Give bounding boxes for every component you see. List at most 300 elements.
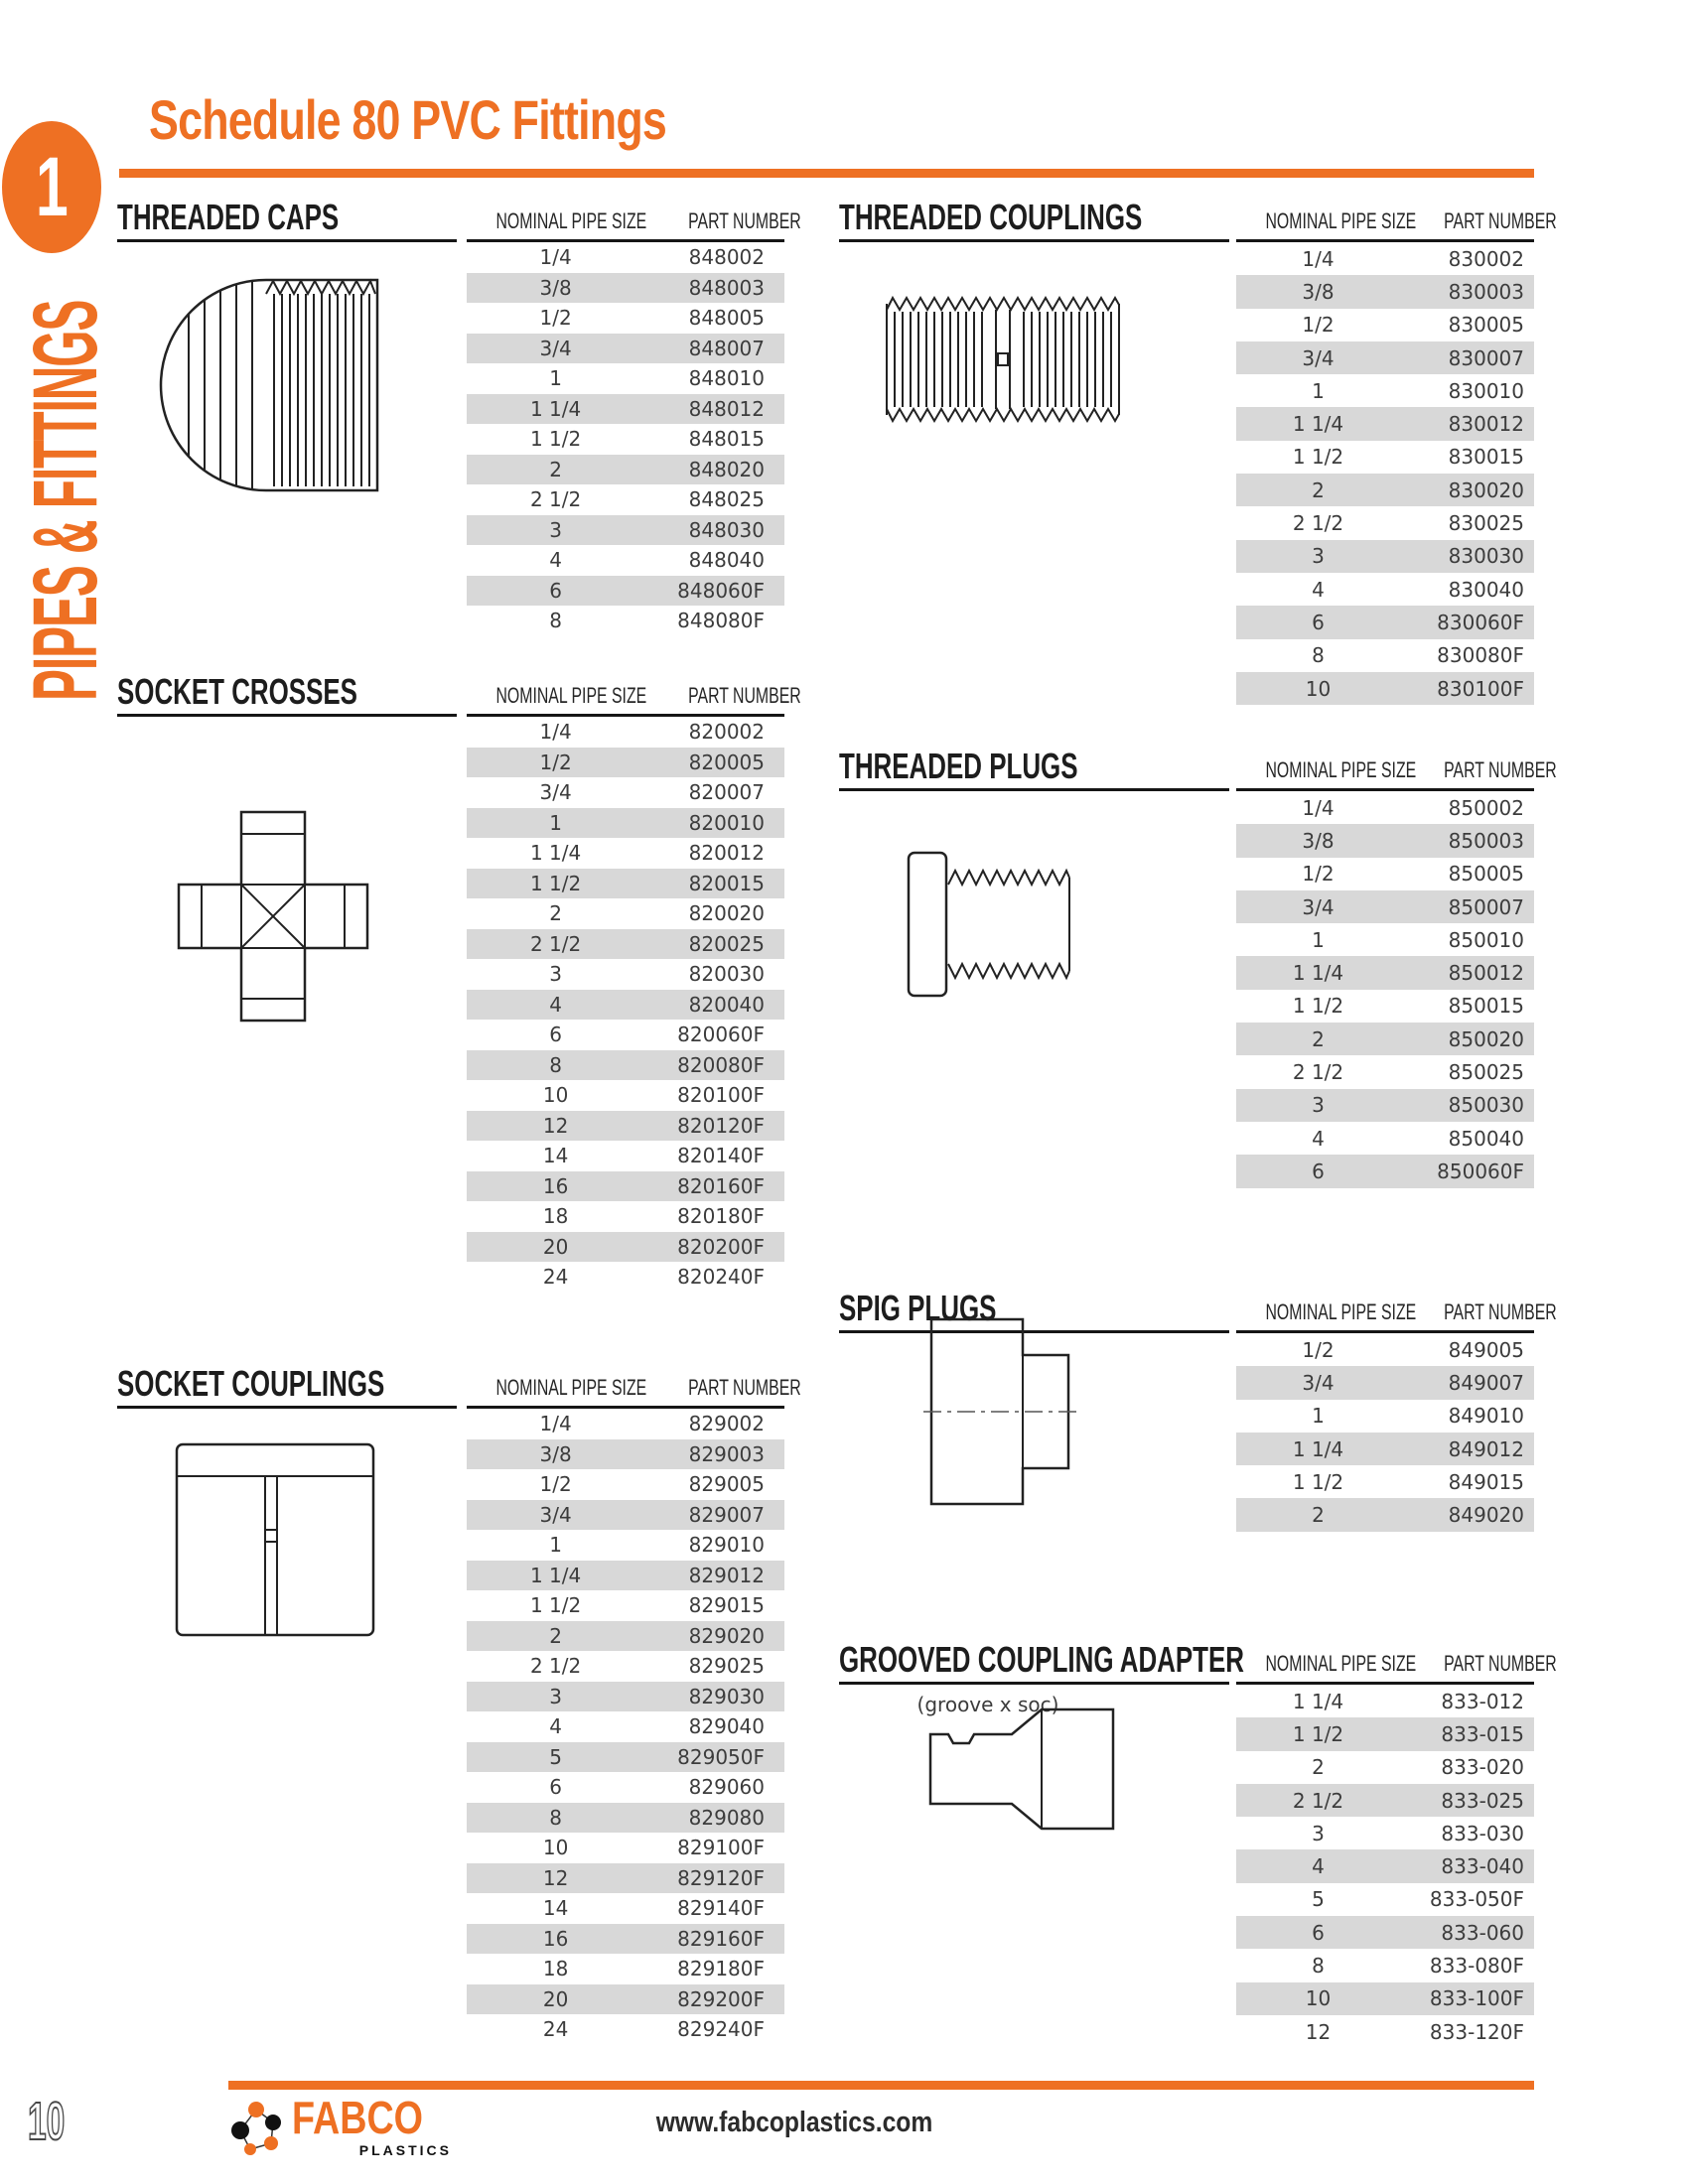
section-title: THREADED PLUGS	[839, 746, 1078, 786]
nominal-pipe-size: 3	[1312, 1821, 1325, 1845]
nominal-pipe-size: 3	[549, 962, 562, 987]
part-number: 830040	[1448, 577, 1524, 602]
part-number: 850010	[1448, 927, 1524, 952]
part-number: 820005	[688, 750, 765, 774]
nominal-pipe-size: 8	[549, 1052, 562, 1077]
column-header-size: NOMINAL PIPE SIZE	[495, 683, 647, 708]
nominal-pipe-size: 24	[542, 1265, 569, 1290]
nominal-pipe-size: 1	[1312, 927, 1325, 952]
table-header	[467, 1365, 801, 1409]
table-row	[1236, 1366, 1534, 1399]
table-row	[1236, 374, 1534, 407]
nominal-pipe-size: 14	[542, 1144, 569, 1168]
nominal-pipe-size: 1	[1312, 378, 1325, 403]
table-row	[1236, 1122, 1534, 1155]
part-number: 850025	[1448, 1060, 1524, 1085]
nominal-pipe-size: 1 1/4	[529, 1563, 582, 1587]
table-row	[467, 990, 784, 1021]
nominal-pipe-size: 12	[542, 1865, 569, 1890]
part-number: 830007	[1448, 345, 1524, 370]
table-row	[467, 2014, 784, 2045]
nominal-pipe-size: 12	[1305, 2019, 1332, 2044]
part-number: 830100F	[1437, 676, 1524, 701]
table-row	[467, 606, 784, 636]
part-number: 849010	[1448, 1404, 1524, 1429]
part-number: 833-060	[1441, 1920, 1524, 1945]
table-header	[1236, 748, 1557, 791]
nominal-pipe-size: 3/4	[539, 1502, 572, 1527]
section-title: THREADED CAPS	[117, 197, 340, 237]
part-number: 830015	[1448, 445, 1524, 470]
part-number: 833-012	[1441, 1689, 1524, 1713]
part-number: 829240F	[677, 2017, 765, 2042]
table-row	[467, 334, 784, 364]
part-number: 833-020	[1441, 1755, 1524, 1780]
sidebar-section-label: PIPES & FITTINGS	[15, 300, 116, 701]
part-number: 820060F	[677, 1023, 765, 1047]
table-row	[467, 959, 784, 990]
column-header-part: PART NUMBER	[1444, 208, 1557, 233]
part-number: 829007	[688, 1502, 765, 1527]
part-number: 850030	[1448, 1093, 1524, 1118]
table-row	[467, 1171, 784, 1202]
table-row	[1236, 275, 1534, 308]
part-number: 848003	[688, 275, 765, 300]
nominal-pipe-size: 6	[1312, 610, 1325, 634]
nominal-pipe-size: 6	[549, 1023, 562, 1047]
table-row	[1236, 990, 1534, 1023]
nominal-pipe-size: 4	[1312, 1126, 1325, 1151]
nominal-pipe-size: 12	[542, 1113, 569, 1138]
section-title: GROOVED COUPLING ADAPTER	[839, 1639, 1245, 1680]
table-row	[1236, 540, 1534, 573]
table-row	[1236, 1982, 1534, 2015]
nominal-pipe-size: 6	[549, 1775, 562, 1800]
table-row	[467, 898, 784, 929]
nominal-pipe-size: 4	[549, 548, 562, 573]
part-number: 848025	[688, 487, 765, 512]
part-number: 820007	[688, 780, 765, 805]
chapter-number-badge	[2, 121, 101, 253]
section-threaded-couplings	[839, 197, 1557, 701]
column-header-part: PART NUMBER	[1444, 1651, 1557, 1676]
nominal-pipe-size: 1/2	[539, 750, 572, 774]
part-number: 829003	[688, 1441, 765, 1466]
part-number: 850040	[1448, 1126, 1524, 1151]
threaded-cap-illustration	[149, 270, 387, 498]
nominal-pipe-size: 3	[549, 1684, 562, 1708]
part-number: 833-120F	[1429, 2019, 1524, 2044]
nominal-pipe-size: 1 1/2	[1292, 994, 1344, 1019]
nominal-pipe-size: 3	[1312, 544, 1325, 569]
column-header-size: NOMINAL PIPE SIZE	[1265, 1651, 1417, 1676]
nominal-pipe-size: 6	[1312, 1159, 1325, 1183]
table-row	[467, 929, 784, 960]
table-row	[467, 1469, 784, 1500]
table-header	[467, 673, 801, 717]
nominal-pipe-size: 1/4	[1302, 795, 1335, 820]
footer-rule	[228, 2081, 1534, 2090]
column-header-part: PART NUMBER	[1444, 1299, 1557, 1324]
part-number: 830003	[1448, 279, 1524, 304]
nominal-pipe-size: 1/2	[1302, 313, 1335, 338]
part-number: 850002	[1448, 795, 1524, 820]
part-number: 833-100F	[1429, 1986, 1524, 2011]
nominal-pipe-size: 10	[542, 1083, 569, 1108]
table-row	[467, 1621, 784, 1652]
spig-plugs-table	[1236, 1333, 1534, 1532]
part-number: 829180F	[677, 1957, 765, 1981]
part-number: 830030	[1448, 544, 1524, 569]
table-header	[1236, 1290, 1557, 1333]
table-row	[467, 363, 784, 394]
nominal-pipe-size: 20	[542, 1986, 569, 2011]
table-header	[1236, 1641, 1557, 1685]
nominal-pipe-size: 1/2	[1302, 862, 1335, 887]
part-number: 829060	[688, 1775, 765, 1800]
part-number: 850012	[1448, 961, 1524, 986]
part-number: 850005	[1448, 862, 1524, 887]
nominal-pipe-size: 10	[1305, 676, 1332, 701]
table-row	[1236, 1685, 1534, 1717]
nominal-pipe-size: 1	[549, 1533, 562, 1558]
part-number: 848007	[688, 336, 765, 360]
table-row	[1236, 1498, 1534, 1531]
nominal-pipe-size: 2 1/2	[1292, 1788, 1344, 1813]
nominal-pipe-size: 3/4	[1302, 894, 1335, 919]
nominal-pipe-size: 8	[549, 609, 562, 633]
table-row	[467, 1590, 784, 1621]
part-number: 829050F	[677, 1744, 765, 1769]
table-row	[467, 1232, 784, 1263]
threaded-couplings-table	[1236, 242, 1534, 705]
table-row	[1236, 824, 1534, 857]
table-row	[467, 1954, 784, 1984]
part-number: 820002	[688, 720, 765, 745]
nominal-pipe-size: 2 1/2	[529, 1654, 582, 1679]
nominal-pipe-size: 2	[549, 901, 562, 926]
part-number: 849005	[1448, 1337, 1524, 1362]
table-row	[467, 1020, 784, 1050]
nominal-pipe-size: 1 1/4	[529, 841, 582, 866]
part-number: 820025	[688, 931, 765, 956]
part-number: 850007	[1448, 894, 1524, 919]
nominal-pipe-size: 8	[1312, 1954, 1325, 1979]
table-row	[467, 1050, 784, 1081]
nominal-pipe-size: 3/4	[1302, 1370, 1335, 1395]
table-row	[467, 1772, 784, 1803]
nominal-pipe-size: 5	[1312, 1887, 1325, 1912]
nominal-pipe-size: 1 1/2	[1292, 1469, 1344, 1494]
part-number: 848060F	[677, 578, 765, 603]
website-url: www.fabcoplastics.com	[655, 2107, 933, 2138]
part-number: 848010	[688, 366, 765, 391]
table-row	[1236, 1849, 1534, 1882]
nominal-pipe-size: 3/8	[539, 1441, 572, 1466]
table-row	[467, 545, 784, 576]
nominal-pipe-size: 3/8	[539, 275, 572, 300]
table-row	[1236, 639, 1534, 672]
table-row	[1236, 1717, 1534, 1750]
nominal-pipe-size: 6	[549, 578, 562, 603]
nominal-pipe-size: 2 1/2	[529, 487, 582, 512]
part-number: 829160F	[677, 1926, 765, 1951]
table-row	[467, 455, 784, 485]
table-row	[1236, 1400, 1534, 1433]
nominal-pipe-size: 1 1/4	[1292, 1436, 1344, 1461]
section-title: THREADED COUPLINGS	[839, 197, 1143, 237]
part-number: 830012	[1448, 412, 1524, 437]
nominal-pipe-size: 1/2	[539, 1472, 572, 1497]
table-row	[1236, 309, 1534, 341]
table-row	[467, 1863, 784, 1894]
column-header-size: NOMINAL PIPE SIZE	[495, 1375, 647, 1400]
chapter-number: 1	[35, 140, 69, 233]
table-row	[1236, 1817, 1534, 1849]
nominal-pipe-size: 1 1/2	[1292, 1721, 1344, 1746]
nominal-pipe-size: 3/8	[1302, 279, 1335, 304]
nominal-pipe-size: 2	[549, 457, 562, 481]
part-number: 848002	[688, 245, 765, 270]
part-number: 833-025	[1441, 1788, 1524, 1813]
table-row	[467, 424, 784, 455]
nominal-pipe-size: 4	[1312, 577, 1325, 602]
nominal-pipe-size: 6	[1312, 1920, 1325, 1945]
table-row	[1236, 1465, 1534, 1498]
part-number: 820100F	[677, 1083, 765, 1108]
column-header-size: NOMINAL PIPE SIZE	[495, 208, 647, 233]
table-row	[1236, 242, 1534, 275]
table-row	[467, 1924, 784, 1955]
table-row	[1236, 2015, 1534, 2048]
table-row	[1236, 1089, 1534, 1122]
table-row	[1236, 1333, 1534, 1366]
part-number: 848020	[688, 457, 765, 481]
table-row	[1236, 791, 1534, 824]
table-row	[467, 1803, 784, 1834]
part-number: 820240F	[677, 1265, 765, 1290]
column-header-size: NOMINAL PIPE SIZE	[1265, 757, 1417, 782]
table-row	[467, 1439, 784, 1470]
nominal-pipe-size: 1 1/4	[1292, 1689, 1344, 1713]
nominal-pipe-size: 2	[1312, 478, 1325, 502]
table-row	[1236, 1433, 1534, 1465]
logo-name: FABCO	[292, 2092, 424, 2143]
nominal-pipe-size: 16	[542, 1173, 569, 1198]
part-number: 849015	[1448, 1469, 1524, 1494]
nominal-pipe-size: 14	[542, 1896, 569, 1921]
nominal-pipe-size: 1	[549, 366, 562, 391]
part-number: 833-080F	[1429, 1954, 1524, 1979]
threaded-plugs-table	[1236, 791, 1534, 1188]
part-number: 820040	[688, 992, 765, 1017]
table-row	[467, 1080, 784, 1111]
table-row	[467, 1742, 784, 1773]
section-note: (groove x soc)	[916, 1693, 1059, 1716]
nominal-pipe-size: 2	[1312, 1503, 1325, 1528]
part-number: 829015	[688, 1593, 765, 1618]
socket-coupling-illustration	[169, 1436, 382, 1645]
nominal-pipe-size: 1/4	[1302, 246, 1335, 271]
nominal-pipe-size: 2 1/2	[1292, 511, 1344, 536]
table-row	[1236, 341, 1534, 374]
part-number: 829010	[688, 1533, 765, 1558]
nominal-pipe-size: 3/4	[539, 780, 572, 805]
section-socket-couplings	[117, 1363, 801, 2042]
part-number: 830060F	[1437, 610, 1524, 634]
nominal-pipe-size: 16	[542, 1926, 569, 1951]
table-row	[467, 869, 784, 899]
part-number: 833-030	[1441, 1821, 1524, 1845]
nominal-pipe-size: 1 1/2	[1292, 445, 1344, 470]
socket-couplings-table	[467, 1409, 784, 2045]
nominal-pipe-size: 8	[1312, 643, 1325, 668]
part-number: 848005	[688, 306, 765, 331]
table-row	[467, 273, 784, 304]
section-spig-plugs	[839, 1288, 1557, 1528]
fabco-molecule-icon	[226, 2097, 284, 2162]
grooved-coupling-adapter-table	[1236, 1685, 1534, 2048]
page-title: Schedule 80 PVC Fittings	[149, 88, 667, 151]
nominal-pipe-size: 1	[549, 810, 562, 835]
section-title: SOCKET COUPLINGS	[117, 1363, 385, 1404]
part-number: 848080F	[677, 609, 765, 633]
nominal-pipe-size: 1 1/2	[529, 1593, 582, 1618]
column-header-size: NOMINAL PIPE SIZE	[1265, 1299, 1417, 1324]
section-grooved-coupling-adapter	[839, 1639, 1557, 2044]
part-number: 820012	[688, 841, 765, 866]
table-row	[467, 242, 784, 273]
part-number: 848012	[688, 396, 765, 421]
part-number: 820180F	[677, 1204, 765, 1229]
section-socket-crosses	[117, 671, 801, 1290]
nominal-pipe-size: 20	[542, 1234, 569, 1259]
threaded-coupling-illustration	[879, 284, 1127, 433]
nominal-pipe-size: 1 1/4	[529, 396, 582, 421]
table-row	[467, 1893, 784, 1924]
column-header-part: PART NUMBER	[688, 1375, 801, 1400]
fabco-logo	[226, 2092, 452, 2162]
table-row	[467, 1409, 784, 1439]
table-row	[467, 1833, 784, 1863]
nominal-pipe-size: 1	[1312, 1404, 1325, 1429]
part-number: 829002	[688, 1412, 765, 1436]
table-row	[1236, 1155, 1534, 1187]
part-number: 820015	[688, 871, 765, 895]
nominal-pipe-size: 4	[549, 1714, 562, 1739]
part-number: 849007	[1448, 1370, 1524, 1395]
part-number: 830010	[1448, 378, 1524, 403]
table-row	[467, 1262, 784, 1293]
part-number: 849012	[1448, 1436, 1524, 1461]
part-number: 848040	[688, 548, 765, 573]
part-number: 820160F	[677, 1173, 765, 1198]
table-row	[1236, 956, 1534, 989]
table-row	[467, 1682, 784, 1712]
table-row	[1236, 1023, 1534, 1055]
table-row	[1236, 1916, 1534, 1949]
nominal-pipe-size: 4	[1312, 1854, 1325, 1879]
part-number: 829140F	[677, 1896, 765, 1921]
part-number: 833-015	[1441, 1721, 1524, 1746]
section-title: SOCKET CROSSES	[117, 671, 357, 712]
nominal-pipe-size: 3	[1312, 1093, 1325, 1118]
table-row	[467, 1530, 784, 1561]
section-title: SPIG PLUGS	[839, 1288, 997, 1328]
table-row	[467, 1651, 784, 1682]
table-row	[1236, 441, 1534, 474]
column-header-size: NOMINAL PIPE SIZE	[1265, 208, 1417, 233]
table-row	[467, 303, 784, 334]
nominal-pipe-size: 5	[549, 1744, 562, 1769]
table-row	[467, 1984, 784, 2015]
table-row	[1236, 1883, 1534, 1916]
table-row	[1236, 1751, 1534, 1784]
part-number: 850015	[1448, 994, 1524, 1019]
nominal-pipe-size: 2	[1312, 1026, 1325, 1051]
table-row	[1236, 573, 1534, 606]
logo-subtitle: PLASTICS	[358, 2142, 452, 2159]
nominal-pipe-size: 4	[549, 992, 562, 1017]
grooved-coupling-adapter-illustration	[918, 1683, 1127, 1856]
nominal-pipe-size: 24	[542, 2017, 569, 2042]
table-row	[467, 576, 784, 607]
table-row	[467, 515, 784, 546]
threaded-caps-table	[467, 242, 784, 636]
table-row	[1236, 1949, 1534, 1981]
nominal-pipe-size: 1 1/4	[1292, 412, 1344, 437]
nominal-pipe-size: 1 1/2	[529, 427, 582, 452]
part-number: 829020	[688, 1623, 765, 1648]
part-number: 848030	[688, 517, 765, 542]
table-row	[467, 1500, 784, 1531]
part-number: 820020	[688, 901, 765, 926]
nominal-pipe-size: 2 1/2	[529, 931, 582, 956]
table-row	[467, 808, 784, 839]
nominal-pipe-size: 1/4	[539, 1412, 572, 1436]
nominal-pipe-size: 2	[1312, 1755, 1325, 1780]
section-threaded-caps	[117, 197, 801, 633]
nominal-pipe-size: 18	[542, 1957, 569, 1981]
section-threaded-plugs	[839, 746, 1557, 1183]
table-row	[1236, 858, 1534, 890]
nominal-pipe-size: 3/8	[1302, 828, 1335, 853]
nominal-pipe-size: 1 1/2	[529, 871, 582, 895]
part-number: 820030	[688, 962, 765, 987]
socket-cross-illustration	[174, 802, 372, 1030]
part-number: 850060F	[1437, 1159, 1524, 1183]
nominal-pipe-size: 3/4	[1302, 345, 1335, 370]
part-number: 829025	[688, 1654, 765, 1679]
nominal-pipe-size: 18	[542, 1204, 569, 1229]
table-row	[467, 717, 784, 748]
table-row	[467, 748, 784, 778]
nominal-pipe-size: 1/4	[539, 720, 572, 745]
table-row	[1236, 923, 1534, 956]
table-row	[467, 394, 784, 425]
table-row	[467, 1201, 784, 1232]
table-row	[1236, 1055, 1534, 1088]
part-number: 849020	[1448, 1503, 1524, 1528]
part-number: 830025	[1448, 511, 1524, 536]
nominal-pipe-size: 10	[1305, 1986, 1332, 2011]
nominal-pipe-size: 1 1/4	[1292, 961, 1344, 986]
header-rule	[119, 169, 1534, 178]
table-row	[467, 777, 784, 808]
part-number: 830020	[1448, 478, 1524, 502]
nominal-pipe-size: 2	[549, 1623, 562, 1648]
part-number: 820200F	[677, 1234, 765, 1259]
